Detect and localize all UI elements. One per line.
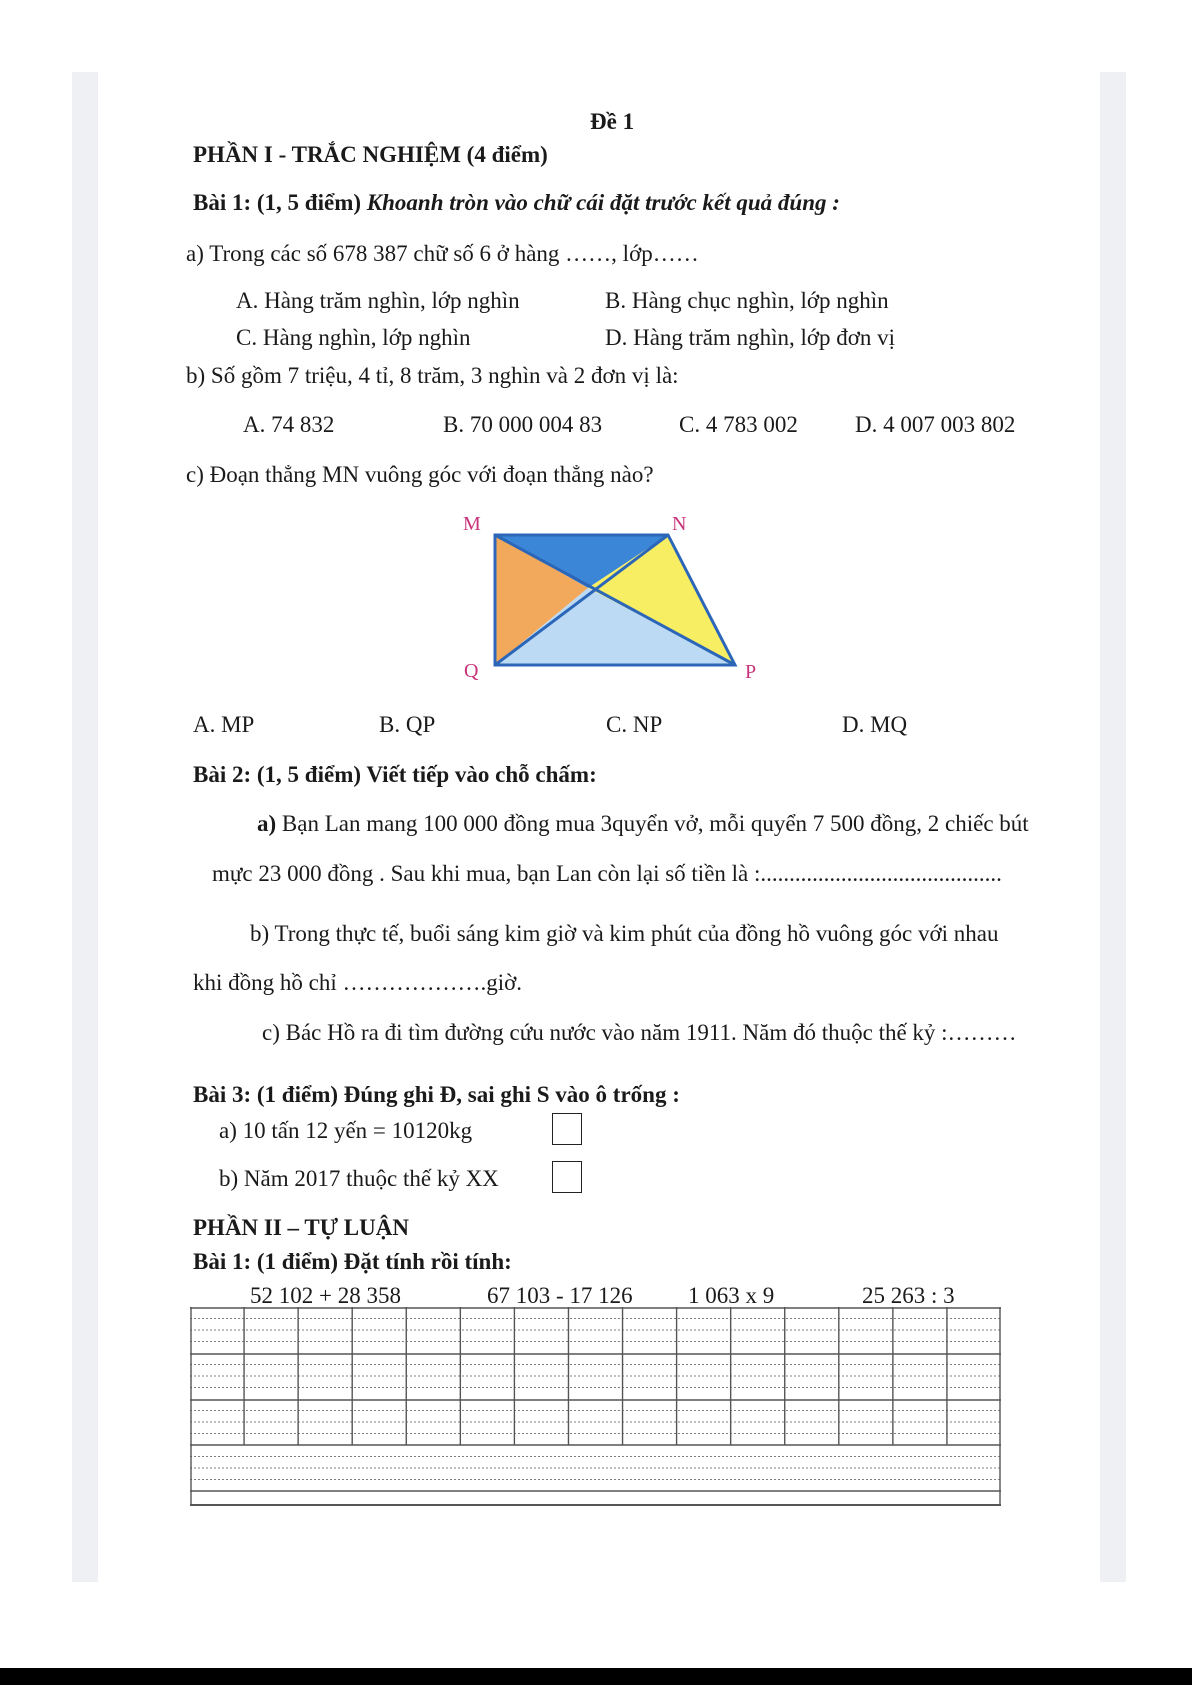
label-p: P (745, 661, 757, 683)
bai2-a-label: a) (257, 811, 282, 836)
expression-2: 67 103 - 17 126 (487, 1283, 633, 1308)
bai1-heading (193, 189, 840, 217)
option-b-C: C. 4 783 002 (679, 412, 798, 437)
quadrilateral-figure (455, 515, 765, 690)
option-a-D: D. Hàng trăm nghìn, lớp đơn vị (605, 325, 896, 350)
calculation-grid[interactable] (190, 1307, 1001, 1506)
bai1-instruction: Khoanh tròn vào chữ cái đặt trước kết quả đúng : (366, 190, 840, 215)
part1-heading: PHẦN I - TRẮC NGHIỆM (4 điểm) (193, 142, 548, 167)
bai2-b-line1: b) Trong thực tế, buổi sáng kim giờ và kim phút của đồng hồ vuông góc với nhau (250, 921, 999, 946)
bai1-label: Bài 1: (1, 5 điểm) (193, 190, 367, 215)
answer-box-a[interactable] (552, 1113, 582, 1145)
part2-heading: PHẦN II – TỰ LUẬN (193, 1215, 409, 1240)
option-c-D: D. MQ (842, 712, 908, 737)
bai3-item-b: b) Năm 2017 thuộc thế kỷ XX (219, 1166, 499, 1191)
option-b-D: D. 4 007 003 802 (855, 412, 1016, 437)
bai2-a-line1 (257, 810, 1029, 838)
page-shadow-right (1100, 72, 1126, 1582)
label-m: M (463, 515, 481, 535)
bai2-c-line: c) Bác Hồ ra đi tìm đường cứu nước vào năm 1911. Năm đó thuộc thế kỷ :……… (262, 1020, 1017, 1045)
bai2-heading: Bài 2: (1, 5 điểm) Viết tiếp vào chỗ chấm: (193, 762, 597, 787)
expression-4: 25 263 : 3 (862, 1283, 955, 1308)
expression-3: 1 063 x 9 (688, 1283, 775, 1308)
option-c-B: B. QP (379, 712, 436, 737)
option-a-B: B. Hàng chục nghìn, lớp nghìn (605, 288, 889, 313)
bai2-a-line2: mực 23 000 đồng . Sau khi mua, bạn Lan còn lại số tiền là :.......................................... (212, 861, 1002, 886)
answer-box-b[interactable] (552, 1161, 582, 1193)
bai2-b-line2: khi đồng hồ chỉ ……………….giờ. (193, 970, 523, 995)
bottom-bar (0, 1668, 1192, 1685)
question-a: a) Trong các số 678 387 chữ số 6 ở hàng ……, lớp…… (186, 241, 699, 266)
question-c: c) Đoạn thẳng MN vuông góc với đoạn thẳng nào? (186, 462, 654, 487)
label-q: Q (464, 660, 479, 682)
option-a-A: A. Hàng trăm nghìn, lớp nghìn (236, 288, 520, 313)
expression-1: 52 102 + 28 358 (250, 1283, 401, 1308)
bai2-a-text: Bạn Lan mang 100 000 đồng mua 3quyển vở, mỗi quyển 7 500 đồng, 2 chiếc bút (281, 811, 1029, 836)
label-n: N (672, 515, 687, 535)
option-b-B: B. 70 000 004 83 (443, 412, 603, 437)
part2-bai1-heading: Bài 1: (1 điểm) Đặt tính rồi tính: (193, 1249, 512, 1274)
exam-title: Đề 1 (590, 109, 635, 134)
page-shadow-left (72, 72, 98, 1582)
bai3-item-a: a) 10 tấn 12 yến = 10120kg (219, 1118, 473, 1143)
option-a-C: C. Hàng nghìn, lớp nghìn (236, 325, 471, 350)
option-c-C: C. NP (606, 712, 663, 737)
question-b: b) Số gồm 7 triệu, 4 tỉ, 8 trăm, 3 nghìn và 2 đơn vị là: (186, 363, 679, 388)
option-b-A: A. 74 832 (243, 412, 335, 437)
bai3-heading: Bài 3: (1 điểm) Đúng ghi Đ, sai ghi S vào ô trống : (193, 1082, 680, 1107)
option-c-A: A. MP (193, 712, 255, 737)
